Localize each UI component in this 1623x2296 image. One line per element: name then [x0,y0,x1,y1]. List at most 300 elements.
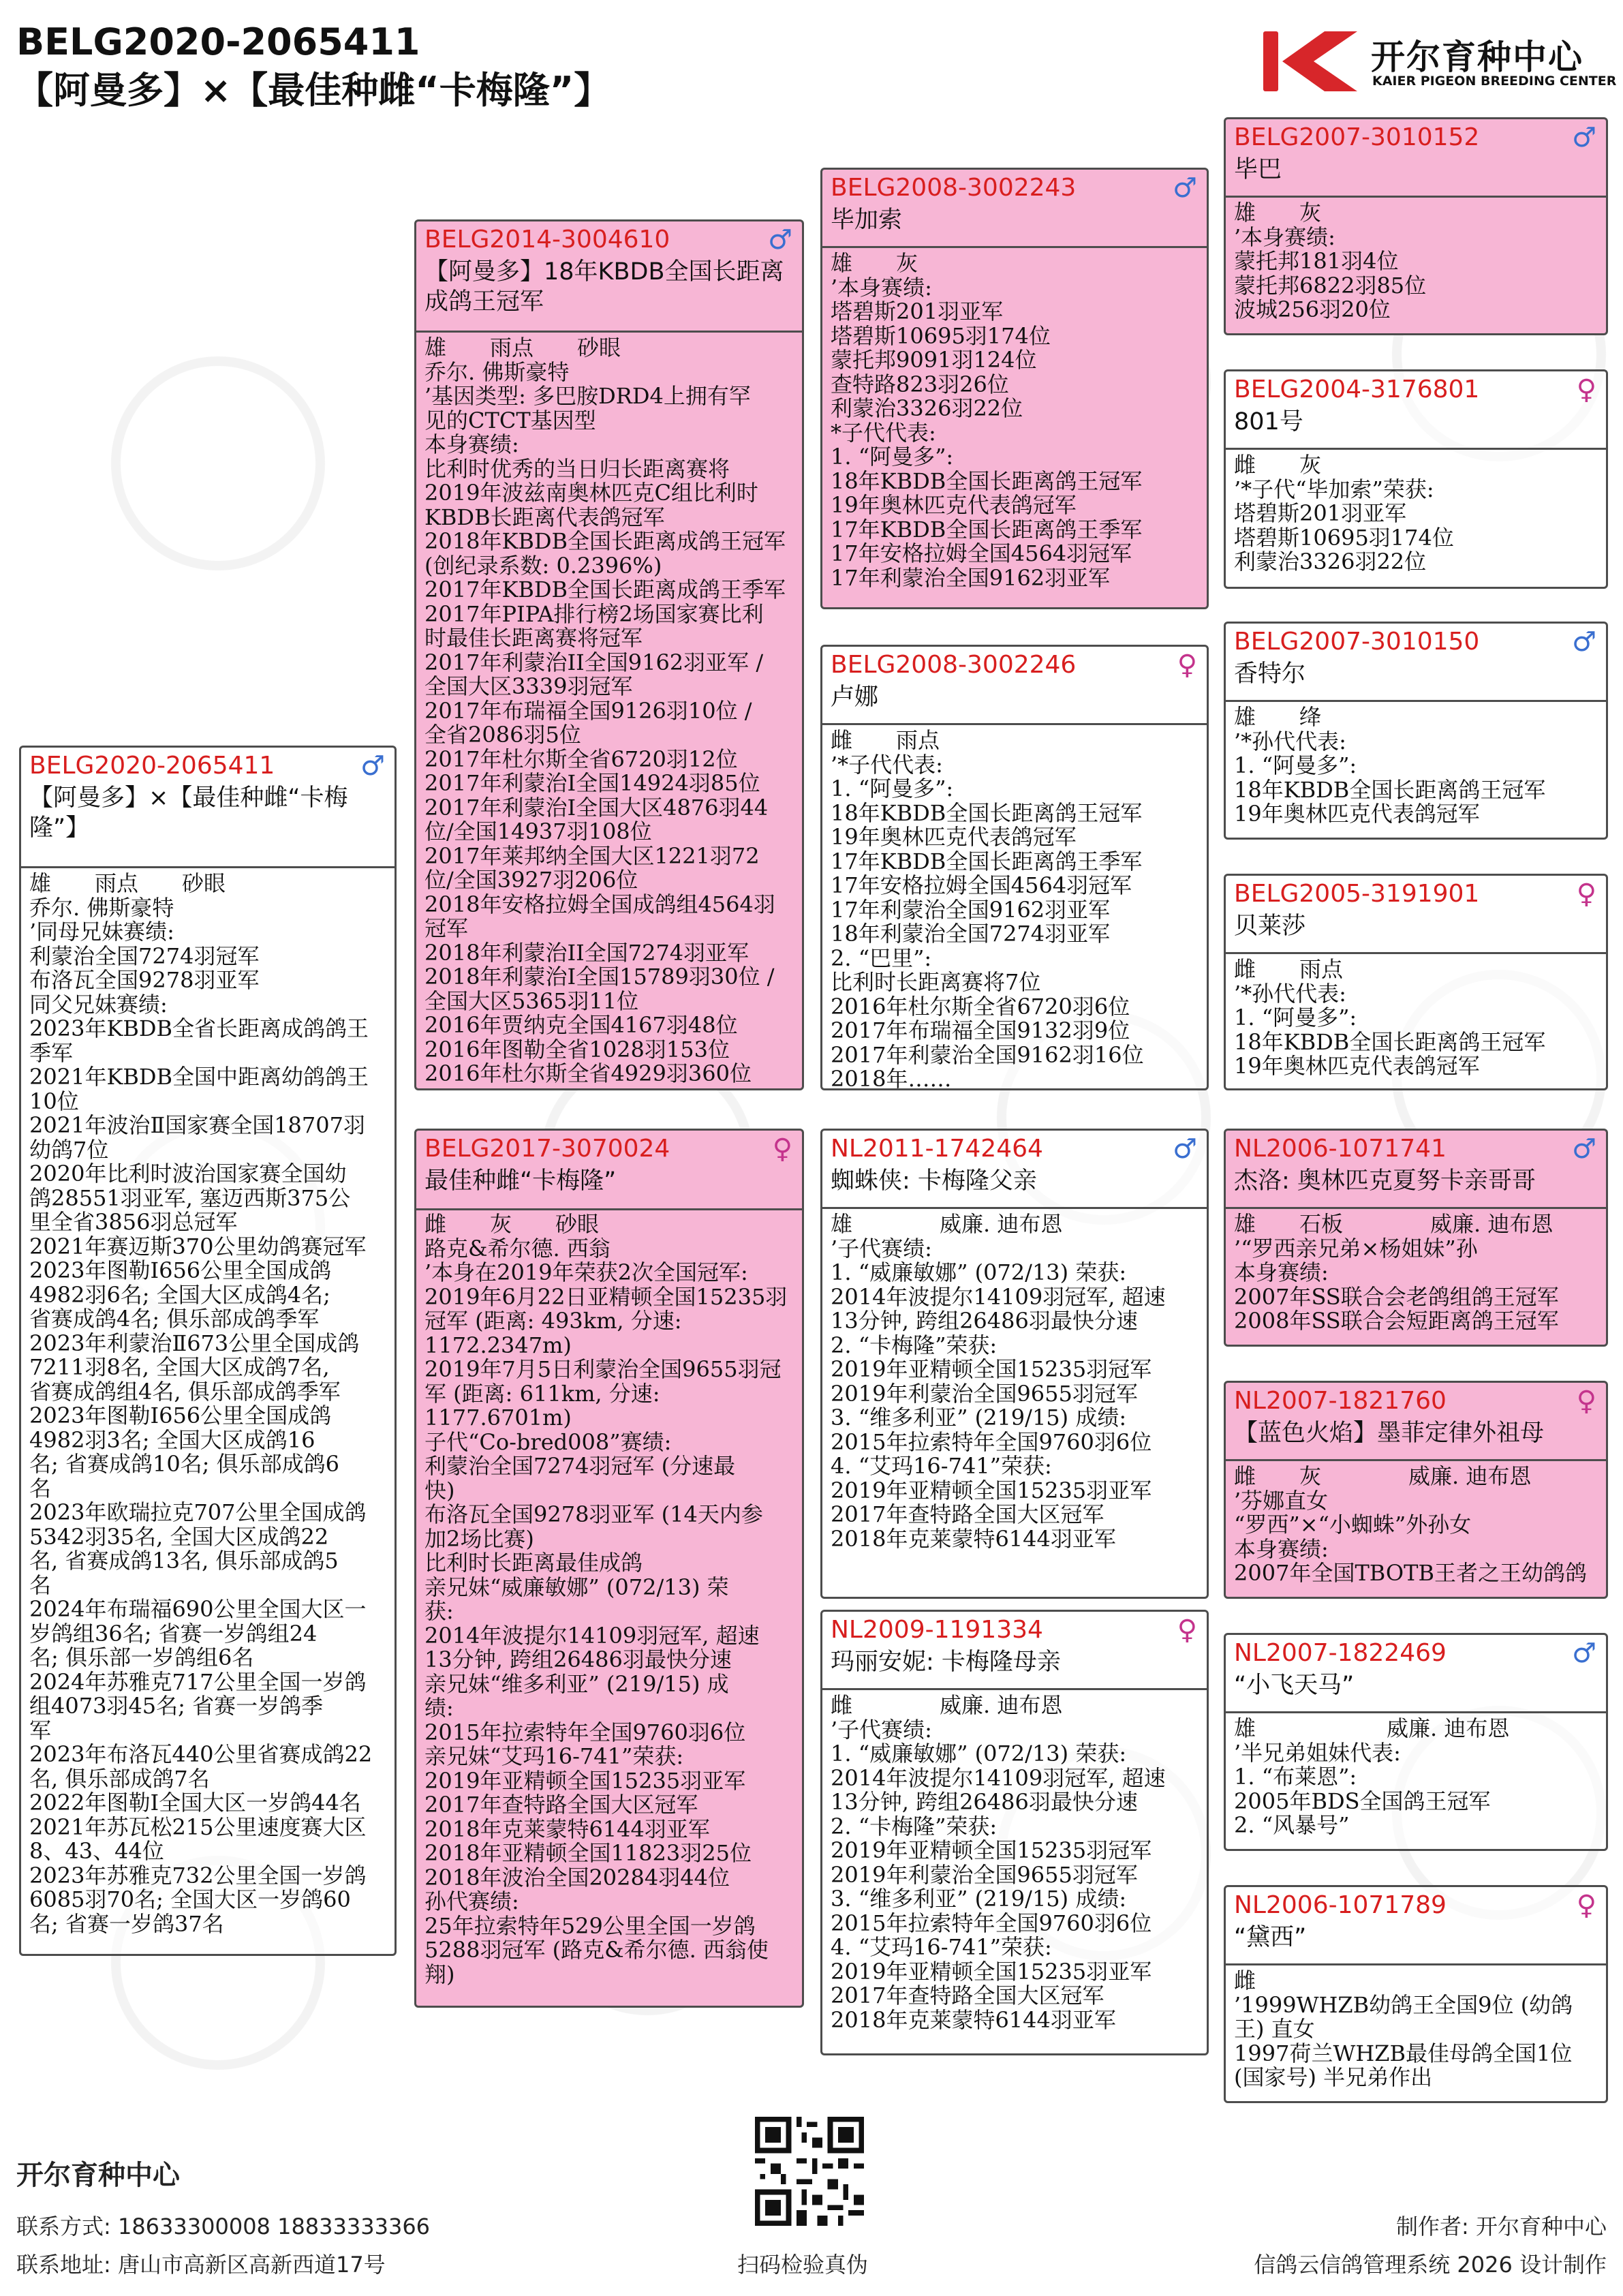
logo-text-cn: 开尔育种中心 [1371,37,1583,77]
card-line: 2016年杜尔斯全省6720羽6位 [831,993,1130,1020]
card-line: 2017年利蒙治I全国大区4876羽44 [424,794,769,821]
card-line: 2020年比利时波治国家赛全国幼 [29,1161,347,1187]
ring-number: BELG2020-2065411 [29,752,275,780]
card-line: 2022年图勒I全国大区一岁鸽44名 [29,1790,361,1816]
card-line: 名 [29,1475,52,1501]
card-line: 2. “卡梅隆”荣获: [831,1813,998,1839]
card-line: 蒙托邦181羽4位 [1234,248,1399,274]
card-line: 蒙托邦6822羽85位 [1234,272,1427,299]
card-line: ’1999WHZB幼鸽王全国9位 (幼鸽 [1234,1991,1573,2018]
card-line: 2019年亚精顿全国15235羽亚军 [831,1958,1152,1985]
male-icon: ♂ [1572,626,1596,658]
pedigree-card-subject[interactable] [19,746,397,1956]
card-line: 雌 灰 砂眼 [424,1211,600,1237]
card-line: 亲兄妹“威廉敏娜” (072/13) 荣 [424,1574,729,1600]
card-line: 2015年拉索特年全国9760羽6位 [831,1910,1152,1936]
card-line: 2018年波治全国20284羽44位 [424,1864,730,1891]
card-line: “罗西”×“小蜘蛛”外孙女 [1234,1512,1472,1537]
card-body [1234,1717,1599,1838]
card-line: 2018年…… [831,1066,952,1090]
card-line: 雌 [1234,1968,1256,1993]
pedigree-card-ss-sire[interactable] [1224,117,1608,335]
card-line: 军 [29,1717,52,1743]
ring-number: NL2007-1822469 [1234,1639,1447,1667]
card-line: 1. “阿曼多”: [831,444,954,470]
card-line: 本身赛绩: [1234,1259,1329,1285]
pigeon-name: 毕加索 [831,206,903,234]
card-body [1234,958,1599,1079]
male-icon: ♂ [1572,1133,1596,1165]
card-line: 2021年赛迈斯370公里幼鸽赛冠军 [29,1233,367,1259]
card-line: ’*孙代代表: [1234,728,1346,754]
card-line: 2023年利蒙治Ⅱ673公里全国成鸽 [29,1330,360,1356]
card-line: 2018年克莱蒙特6144羽亚军 [831,2006,1116,2033]
header [16,19,610,116]
card-line: 2. “卡梅隆”荣获: [831,1332,998,1358]
card-line: 2017年利蒙治全国9162羽16位 [831,1041,1144,1068]
card-line: 19年奥林匹克代表鸽冠军 [831,824,1077,850]
card-line: 省赛成鸽4名; 俱乐部成鸽季军 [29,1306,320,1332]
card-line: 子代“Co-bred008”赛绩: [424,1428,672,1455]
card-line: 3. “维多利亚” (219/15) 成绩: [831,1886,1127,1912]
card-line: 2017年莱邦纳全国大区1221羽72 [424,842,760,869]
divider [1226,1963,1606,1965]
card-line: 2023年图勒I656公里全国成鸽 [29,1257,332,1283]
card-line: 2017年利蒙治II全国9162羽亚军 / [424,649,764,675]
card-line: 利蒙治全国7274羽冠军 (分速最 [424,1453,736,1479]
card-line: 鸽28551羽亚军, 塞迈西斯375公 [29,1184,351,1211]
card-line: 亲兄妹“艾玛16-741”荣获: [424,1743,684,1769]
pigeon-name: 最佳种雌“卡梅隆” [424,1167,617,1195]
card-line: 18年KBDB全国长距离鸽王冠军 [1234,776,1546,803]
card-line: 19年奥林匹克代表鸽冠军 [1234,1053,1480,1079]
card-line: ’“罗西亲兄弟×杨姐妹”孙 [1234,1235,1478,1261]
card-line: 2023年苏雅克732公里全国一岁鸽 [29,1862,367,1888]
card-line: 2023年KBDB全省长距离成鸽鸽王 [29,1015,369,1041]
card-line: ’本身在2019年荣获2次全国冠军: [424,1259,748,1285]
footer-maker: 制作者: 开尔育种中心 [1396,2214,1607,2239]
female-icon: ♀ [1576,1890,1596,1921]
card-line: 2016年图勒全省1028羽153位 [424,1036,730,1062]
pedigree-card-dam[interactable] [414,1129,804,2008]
divider [822,1688,1207,1690]
ring-number: BELG2017-3070024 [424,1135,670,1163]
card-line: 雌 雨点 [1234,956,1344,982]
card-line: 同父兄妹赛绩: [29,991,168,1017]
card-line: 4. “艾玛16-741”荣获: [831,1934,1052,1960]
pedigree-card-ds-dam[interactable] [1224,1381,1608,1599]
card-line: 13分钟, 跨组26486羽最快分速 [831,1789,1138,1815]
ring-number: BELG2014-3004610 [424,226,670,254]
card-line: 17年利蒙治全国9162羽亚军 [831,896,1111,923]
card-line: 2017年KBDB全国长距离成鸽王季军 [424,577,786,602]
card-line: 5288羽冠军 (路克&希尔德. 西翁使 [424,1937,769,1963]
card-line: 2019年亚精顿全国15235羽冠军 [831,1356,1152,1382]
qr-code-icon[interactable] [755,2117,864,2226]
card-line: 2017年PIPA排行榜2场国家赛比利 [424,600,764,627]
card-line: ’*子代代表: [831,751,943,778]
female-icon: ♀ [1576,374,1596,405]
divider [1226,700,1606,702]
card-line: 10位 [29,1088,79,1114]
divider [822,723,1207,725]
card-line: 雌 威廉. 迪布恩 [831,1692,1063,1718]
card-line: KBDB长距离代表鸽冠军 [424,504,665,530]
card-line: 1. “阿曼多”: [1234,1005,1357,1030]
card-body [1234,1212,1599,1334]
card-line: 2021年KBDB全国中距离幼鸽鸽王 [29,1064,369,1090]
card-line: 位/全国3927羽206位 [424,867,638,893]
card-line: 名; 省赛成鸽10名; 俱乐部成鸽6 [29,1451,339,1477]
card-line: 名, 省赛成鸽13名, 俱乐部成鸽5 [29,1548,339,1574]
card-line: 2017年查特路全国大区冠军 [831,1983,1104,2008]
card-line: 组4073羽45名; 省赛一岁鸽季 [29,1693,324,1719]
card-line: 翔) [424,1961,455,1987]
card-line: 2021年苏瓦松215公里速度赛大区 [29,1813,367,1840]
card-line: 1. “威廉敏娜” (072/13) 荣获: [831,1741,1127,1766]
card-line: *子代代表: [831,419,936,446]
pedigree-card-ss-dam[interactable] [1224,369,1608,589]
pedigree-card-dd-dam[interactable] [1224,1885,1608,2103]
card-body [1234,705,1599,827]
divider [1226,1459,1606,1461]
card-line: 全国大区3339羽冠军 [424,673,633,699]
ring-number: BELG2007-3010152 [1234,123,1480,151]
card-line: 比利时优秀的当日归长距离赛将 [424,455,730,482]
card-line: 17年KBDB全国长距离鸽王季军 [831,516,1143,542]
card-line: 4982羽6名; 全国大区成鸽4名; [29,1281,330,1308]
female-icon: ♀ [1177,1614,1197,1646]
card-line: 2014年波提尔14109羽冠军, 超速 [424,1622,760,1649]
card-line: ’*孙代代表: [1234,980,1346,1007]
card-body [831,1694,1200,2032]
card-line: 3. “维多利亚” (219/15) 成绩: [831,1405,1127,1430]
card-line: 2. “风暴号” [1234,1812,1350,1838]
card-line: 快) [424,1477,455,1503]
card-body [831,251,1200,590]
card-line: 岁鸽组36名; 省赛一岁鸽组24 [29,1620,318,1647]
pigeon-name: 【阿曼多】18年KBDB全国长距离成鸽王冠军 [424,258,784,316]
card-line: 时最佳长距离赛将冠军 [424,625,643,651]
card-line: ’基因类型: 多巴胺DRD4上拥有罕 [424,383,751,409]
pedigree-card-ds-sire[interactable] [1224,1129,1608,1347]
divider [1226,1207,1606,1209]
card-line: 雄 石板 威廉. 迪布恩 [1234,1211,1554,1237]
card-line: 亲兄妹“维多利亚” (219/15) 成 [424,1670,729,1697]
card-line: 2018年利蒙治I全国15789羽30位 / [424,964,775,990]
female-icon: ♀ [1576,1386,1596,1417]
divider [822,1207,1207,1209]
card-line: 利蒙治全国7274羽冠军 [29,943,260,969]
card-line: 17年KBDB全国长距离鸽王季军 [831,848,1143,874]
card-line: 省赛成鸽组4名, 俱乐部成鸽季军 [29,1378,341,1405]
card-line: 绩: [424,1695,454,1721]
ring-number: NL2006-1071741 [1234,1135,1447,1163]
card-line: 乔尔. 佛斯豪特 [424,358,570,385]
pedigree-card-dam-dam[interactable] [820,1610,1209,2055]
divider [416,331,802,333]
card-line: 18年KBDB全国长距离鸽王冠军 [831,799,1143,826]
pigeon-name: 【阿曼多】×【最佳种雌“卡梅隆”】 [29,784,348,842]
card-line: 1. “威廉敏娜” (072/13) 荣获: [831,1259,1127,1285]
card-line: 名, 俱乐部成鸽7名 [29,1765,210,1792]
card-line: 雄 绛 [1234,704,1322,730]
card-line: 25年拉索特年529公里全国一岁鸽 [424,1912,756,1939]
pigeon-name: 801号 [1234,408,1303,435]
card-line: 冠军 [424,915,469,941]
card-line: 雄 雨点 砂眼 [29,870,226,896]
female-icon: ♀ [1177,649,1197,681]
card-line: 利蒙治3326羽22位 [831,395,1023,421]
ring-number: BELG2004-3176801 [1234,376,1480,403]
pedigree-card-sire-dam[interactable] [820,645,1209,1090]
card-line: 2017年杜尔斯全省6720羽12位 [424,746,738,772]
pigeon-name: 【蓝色火焰】墨菲定律外祖母 [1234,1420,1545,1447]
ring-number: BELG2008-3002246 [831,651,1077,679]
card-line: 孙代赛绩: [424,1888,519,1914]
card-body [831,1212,1200,1551]
card-line: 布洛瓦全国9278羽亚军 (14天内参 [424,1501,763,1527]
card-line: 17年安格拉姆全国4564羽冠军 [831,872,1132,898]
card-line: ’本身赛绩: [1234,224,1335,250]
card-line: 本身赛绩: [424,431,519,457]
card-line: 2007年SS联合会老鸽组鸽王冠军 [1234,1283,1559,1310]
card-line: 2018年亚精顿全国11823羽25位 [424,1840,752,1866]
company-logo [1262,25,1617,100]
ring-number: NL2011-1742464 [831,1135,1043,1163]
ring-number: NL2006-1071789 [1234,1891,1447,1919]
card-line: 2014年波提尔14109羽冠军, 超速 [831,1764,1166,1791]
card-line: 查特路823羽26位 [831,371,1009,397]
card-line: 名 [29,1572,52,1598]
card-line: 1. “阿曼多”: [831,776,954,801]
card-line: 2019年亚精顿全国15235羽亚军 [424,1767,746,1794]
pedigree-card-dd-sire[interactable] [1224,1633,1608,1851]
scan-verify-label: 扫码检验真伪 [737,2252,869,2278]
card-line: 18年利蒙治全国7274羽亚军 [831,921,1111,947]
card-body [1234,201,1599,322]
pigeon-name: 香特尔 [1234,660,1306,688]
ring-number: BELG2005-3191901 [1234,880,1480,908]
divider [416,1208,802,1210]
male-icon: ♂ [1173,172,1197,204]
ring-number: NL2007-1821760 [1234,1387,1447,1415]
card-line: 布洛瓦全国9278羽亚军 [29,967,260,993]
card-line: 2016年杜尔斯全省4929羽360位 [424,1060,752,1086]
divider [1226,1711,1606,1713]
card-line: 2019年利蒙治全国9655羽冠军 [831,1380,1138,1407]
male-icon: ♂ [768,224,792,256]
pigeon-name: “小飞天马” [1234,1672,1355,1699]
card-line: 雌 雨点 [831,727,940,753]
pigeon-name: 卢娜 [831,684,879,711]
card-line: 2023年图勒I656公里全国成鸽 [29,1403,332,1428]
card-line: 1997荷兰WHZB最佳母鸽全国1位 [1234,2040,1573,2066]
card-line: 2005年BDS全国鸽王冠军 [1234,1788,1491,1814]
ring-number: BELG2007-3010150 [1234,628,1480,656]
female-icon: ♀ [1576,878,1596,910]
card-line: 2007年全国TBOTB王者之王幼鸽鸽 [1234,1560,1587,1586]
ring-number: NL2009-1191334 [831,1616,1043,1644]
card-line: 2024年苏雅克717公里全国一岁鸽 [29,1668,367,1695]
card-line: 塔碧斯10695羽174位 [831,322,1051,349]
card-line: 13分钟, 跨组26486羽最快分速 [424,1647,732,1672]
divider [1226,196,1606,198]
card-line: ’本身赛绩: [831,274,932,301]
card-body [1234,1465,1599,1586]
card-line: 军 (距离: 611km, 分速: [424,1380,660,1407]
card-line: 位/全国14937羽108位 [424,818,652,844]
female-icon: ♀ [772,1133,792,1165]
ring-number: BELG2008-3002243 [831,174,1077,202]
pigeon-name: 毕巴 [1234,156,1282,183]
card-body [424,1212,795,1987]
card-line: 2008年SS联合会短距离鸽王冠军 [1234,1308,1559,1334]
card-line: 全省2086羽5位 [424,722,581,748]
pedigree-card-dam-sire[interactable] [820,1129,1209,1599]
pedigree-card-sire[interactable] [414,219,804,1090]
card-line: 2023年布洛瓦440公里省赛成鸽22 [29,1741,373,1767]
card-line: 2023年欧瑞拉克707公里全国成鸽 [29,1499,367,1525]
card-body [1234,1969,1599,2090]
card-line: 2. “巴里”: [831,945,932,971]
pedigree-card-sd-dam[interactable] [1224,874,1608,1090]
card-line: 本身赛绩: [1234,1535,1329,1562]
card-line: 获: [424,1598,454,1624]
card-line: 2024年布瑞福690公里全国大区一 [29,1596,367,1622]
pigeon-name: “黛西” [1234,1924,1307,1951]
card-body [424,336,795,1086]
footer-brand: 开尔育种中心 [16,2160,180,2191]
card-line: (国家号) 半兄弟作出 [1234,2064,1433,2090]
male-icon: ♂ [1572,1638,1596,1669]
male-icon: ♂ [1572,122,1596,153]
card-line: 1172.2347m) [424,1332,572,1358]
divider [1226,448,1606,450]
card-line: 2021年波治Ⅱ国家赛全国18707羽 [29,1112,365,1138]
card-line: 比利时长距离最佳成鸽 [424,1550,643,1576]
card-line: 2017年利蒙治I全国14924羽85位 [424,770,760,796]
card-line: 雄 灰 [831,250,918,276]
divider [822,246,1207,248]
card-line: 见的CTCT基因型 [424,407,596,433]
card-line: ’子代赛绩: [831,1235,932,1261]
card-line: 塔碧斯201羽亚军 [1234,500,1407,526]
card-line: 比利时长距离赛将7位 [831,969,1041,995]
page-title-names: 【阿曼多】×【最佳种雌“卡梅隆”】 [16,69,611,112]
card-line: 2017年布瑞福全国9126羽10位 / [424,697,752,724]
card-line: 2019年利蒙治全国9655羽冠军 [831,1861,1138,1888]
kaier-logo-icon [1262,27,1364,95]
card-line: 2019年亚精顿全国15235羽亚军 [831,1477,1152,1503]
male-icon: ♂ [360,750,385,782]
card-line: 2016年贾纳克全国4167羽48位 [424,1012,738,1038]
card-line: 2015年拉索特年全国9760羽6位 [424,1719,746,1745]
card-line: 2019年亚精顿全国15235羽冠军 [831,1837,1152,1863]
card-line: 雄 灰 [1234,200,1322,226]
card-line: 1. “布莱恩”: [1234,1764,1357,1790]
footer-address: 联系地址: 唐山市高新区高新西道17号 [16,2252,386,2278]
card-line: 名; 俱乐部一岁鸽组6名 [29,1644,254,1670]
male-icon: ♂ [1173,1133,1197,1165]
card-line: 全国大区5365羽11位 [424,988,639,1014]
pigeon-name: 贝莱莎 [1234,913,1306,940]
card-line: 7211羽8名, 全国大区成鸽7名, [29,1354,330,1380]
card-line: 2017年查特路全国大区冠军 [831,1501,1104,1527]
card-line: 2018年KBDB全国长距离成鸽王冠军 [424,528,786,554]
card-line: 13分钟, 跨组26486羽最快分速 [831,1308,1138,1334]
logo-text-en: KAIER PIGEON BREEDING CENTER [1372,74,1617,89]
card-line: 雄 威廉. 迪布恩 [1234,1715,1510,1741]
card-line: 雌 灰 威廉. 迪布恩 [1234,1463,1532,1489]
card-line: 雄 威廉. 迪布恩 [831,1211,1063,1237]
pigeon-name: 蜘蛛侠: 卡梅隆父亲 [831,1167,1037,1195]
card-line: 2019年7月5日利蒙治全国9655羽冠 [424,1356,782,1382]
card-line: 雄 雨点 砂眼 [424,335,621,361]
card-line: 幼鸽7位 [29,1136,109,1163]
card-line: 蒙托邦9091羽124位 [831,347,1037,373]
card-line: 2015年拉索特年全国9760羽6位 [831,1428,1152,1455]
card-line: ’子代赛绩: [831,1716,932,1743]
card-line: 2017年查特路全国大区冠军 [424,1792,698,1818]
card-line: 利蒙治3326羽22位 [1234,549,1427,575]
pigeon-name: 玛丽安妮: 卡梅隆母亲 [831,1649,1061,1676]
card-line: 17年利蒙治全国9162羽亚军 [831,564,1111,591]
card-body [29,872,388,1936]
card-line: 19年奥林匹克代表鸽冠军 [831,492,1077,518]
card-line: 2018年利蒙治II全国7274羽亚军 [424,939,749,966]
card-line: 5342羽35名, 全国大区成鸽22 [29,1523,329,1550]
card-line: 2018年克莱蒙特6144羽亚军 [831,1525,1116,1552]
card-line: 波城256羽20位 [1234,296,1391,322]
card-line: 2019年波兹南奥林匹克C组比利时 [424,480,758,506]
card-line: 王) 直女 [1234,2016,1315,2042]
footer-system: 信鸽云信鸽管理系统 2026 设计制作 [1254,2252,1607,2278]
card-line: 加2场比赛) [424,1525,534,1552]
card-line: 18年KBDB全国长距离鸽王冠军 [831,468,1143,494]
card-line: 雌 灰 [1234,452,1322,478]
card-line: 2019年6月22日亚精顿全国15235羽 [424,1283,788,1310]
divider [1226,952,1606,954]
card-line: 4982羽3名; 全国大区成鸽16 [29,1426,315,1453]
card-line: 塔碧斯10695羽174位 [1234,524,1454,551]
card-line: 17年安格拉姆全国4564羽冠军 [831,540,1132,566]
footer-contact: 联系方式: 18633300008 18833333366 [16,2214,431,2239]
pigeon-name: 杰洛: 奥林匹克夏努卡亲哥哥 [1234,1167,1536,1195]
card-line: (创纪录系数: 0.2396%) [424,552,662,579]
pedigree-card-sire-sire[interactable] [820,168,1209,609]
card-line: 4. “艾玛16-741”荣获: [831,1453,1052,1479]
pedigree-card-sd-sire[interactable] [1224,622,1608,840]
card-line: 乔尔. 佛斯豪特 [29,894,174,921]
card-line: 季军 [29,1039,74,1066]
card-line: 1. “阿曼多”: [1234,752,1357,778]
card-line: ’*子代“毕加索”荣获: [1234,476,1434,502]
card-line: 2014年波提尔14109羽冠军, 超速 [831,1283,1166,1310]
card-line: 2018年克莱蒙特6144羽亚军 [424,1816,710,1842]
card-line: 8、43、44位 [29,1838,164,1864]
divider [21,866,395,868]
card-line: 塔碧斯201羽亚军 [831,299,1004,324]
card-line: ’芬娜直女 [1234,1487,1329,1514]
card-line: ’半兄弟姐妹代表: [1234,1739,1401,1766]
card-line: 2018年安格拉姆全国成鸽组4564羽 [424,891,775,917]
card-body [831,729,1200,1090]
card-line: 6085羽70名; 全国大区一岁鸽60 [29,1886,351,1912]
card-line: 路克&希尔德. 西翁 [424,1235,610,1261]
card-line: 1177.6701m) [424,1405,572,1430]
card-line: 18年KBDB全国长距离鸽王冠军 [1234,1028,1546,1055]
